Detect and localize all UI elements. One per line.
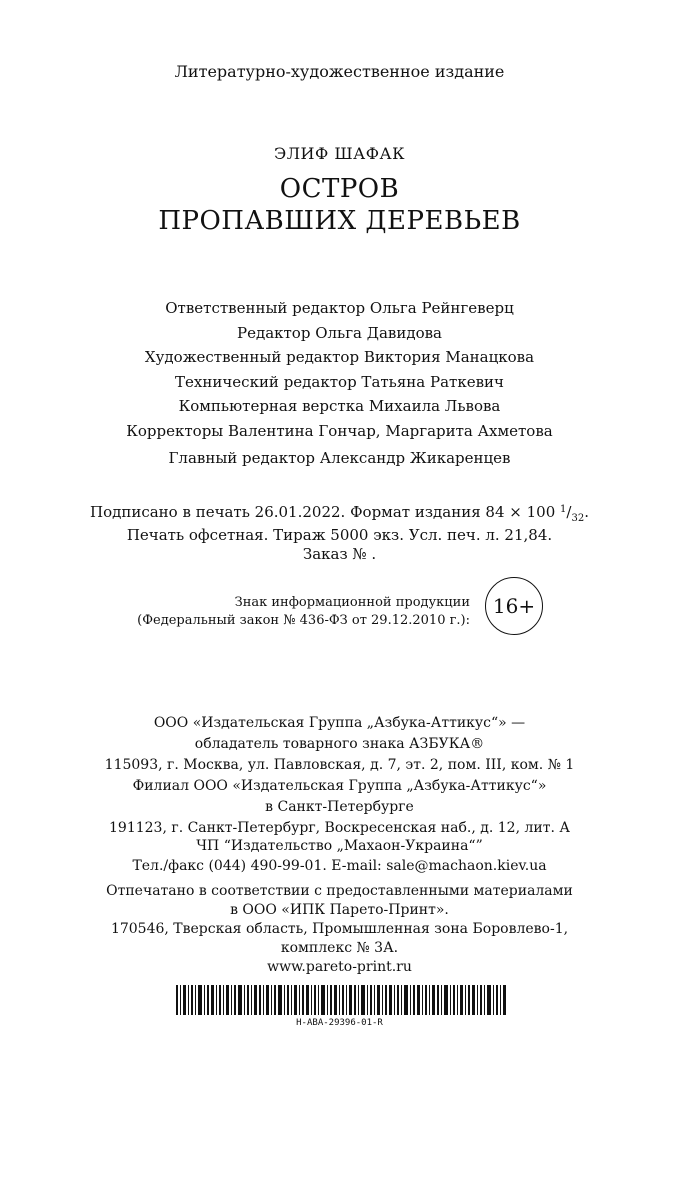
print-info-line-1 xyxy=(0,505,679,524)
print-format-text: Подписано в печать 26.01.2022. Формат издания 84 × 100 xyxy=(90,503,556,521)
genre-label: Литературно-художественное издание xyxy=(174,62,505,81)
credit-line: Корректоры Валентина Гончар, Маргарита Ахметова xyxy=(126,421,553,440)
ukraine-publisher-block xyxy=(0,836,679,876)
branch-line: 191123, г. Санкт-Петербург, Воскресенская наб., д. 12, лит. А xyxy=(109,820,570,836)
printer-line: 170546, Тверская область, Промышленная зона Боровлево-1, xyxy=(110,921,569,937)
age-rating-badge xyxy=(485,577,543,635)
print-info-line-2: Печать офсетная. Тираж 5000 экз. Усл. печ. л. 21,84. xyxy=(126,526,553,544)
credit-line: Технический редактор Татьяна Раткевич xyxy=(175,372,504,391)
branch-line: в Санкт-Петербурге xyxy=(265,799,414,815)
publisher-line: 115093, г. Москва, ул. Павловская, д. 7, эт. 2, пом. III, ком. № 1 xyxy=(104,757,575,773)
publisher-block xyxy=(0,713,679,776)
ukraine-publisher-line: Тел./факс (044) 490-99-01. E-mail: sale@machaon.kiev.ua xyxy=(132,858,547,874)
format-end: . xyxy=(584,503,589,521)
credits-list xyxy=(0,296,679,443)
age-rating-text: 16+ xyxy=(492,594,536,618)
publisher-line: ООО «Издательская Группа „Азбука-Аттикус“» — xyxy=(153,715,526,731)
printer-block xyxy=(0,882,679,977)
printer-line: Отпечатано в соответствии с предоставленными материалами xyxy=(106,883,573,899)
info-product-sign xyxy=(0,594,470,630)
branch-block xyxy=(0,776,679,839)
order-number-line: Заказ № . xyxy=(302,545,377,563)
barcode-caption: H-ABA-29396-01-R xyxy=(296,1018,383,1028)
printer-line: комплекс № 3А. xyxy=(280,940,399,956)
author-name: ЭЛИФ ШАФАК xyxy=(273,144,406,163)
format-numerator: 1 xyxy=(560,504,567,515)
book-title-line-2: ПРОПАВШИХ ДЕРЕВЬЕВ xyxy=(158,206,521,236)
printer-line: в ООО «ИПК Парето-Принт». xyxy=(230,902,449,918)
branch-line: Филиал ООО «Издательская Группа „Азбука-Аттикус“» xyxy=(132,778,547,794)
book-title-line-1: ОСТРОВ xyxy=(279,174,400,204)
credit-line: Компьютерная верстка Михаила Львова xyxy=(178,397,501,415)
publisher-line: обладатель товарного знака АЗБУКА® xyxy=(194,736,485,752)
info-sign-line: (Федеральный закон № 436-ФЗ от 29.12.2010 г.): xyxy=(137,613,470,628)
info-sign-line: Знак информационной продукции xyxy=(234,595,470,610)
credit-line: Редактор Ольга Давидова xyxy=(236,323,443,342)
format-slash: / xyxy=(566,503,572,521)
barcode-icon xyxy=(176,985,506,1015)
printer-website: www.pareto-print.ru xyxy=(267,959,412,975)
format-denominator: 32 xyxy=(571,513,585,524)
chief-editor: Главный редактор Александр Жикаренцев xyxy=(168,449,511,467)
credit-line: Ответственный редактор Ольга Рейнгеверц xyxy=(165,299,514,317)
ukraine-publisher-line: ЧП “Издательство „Махаон-Украина“” xyxy=(196,838,483,854)
credit-line: Художественный редактор Виктория Манацкова xyxy=(144,348,535,366)
